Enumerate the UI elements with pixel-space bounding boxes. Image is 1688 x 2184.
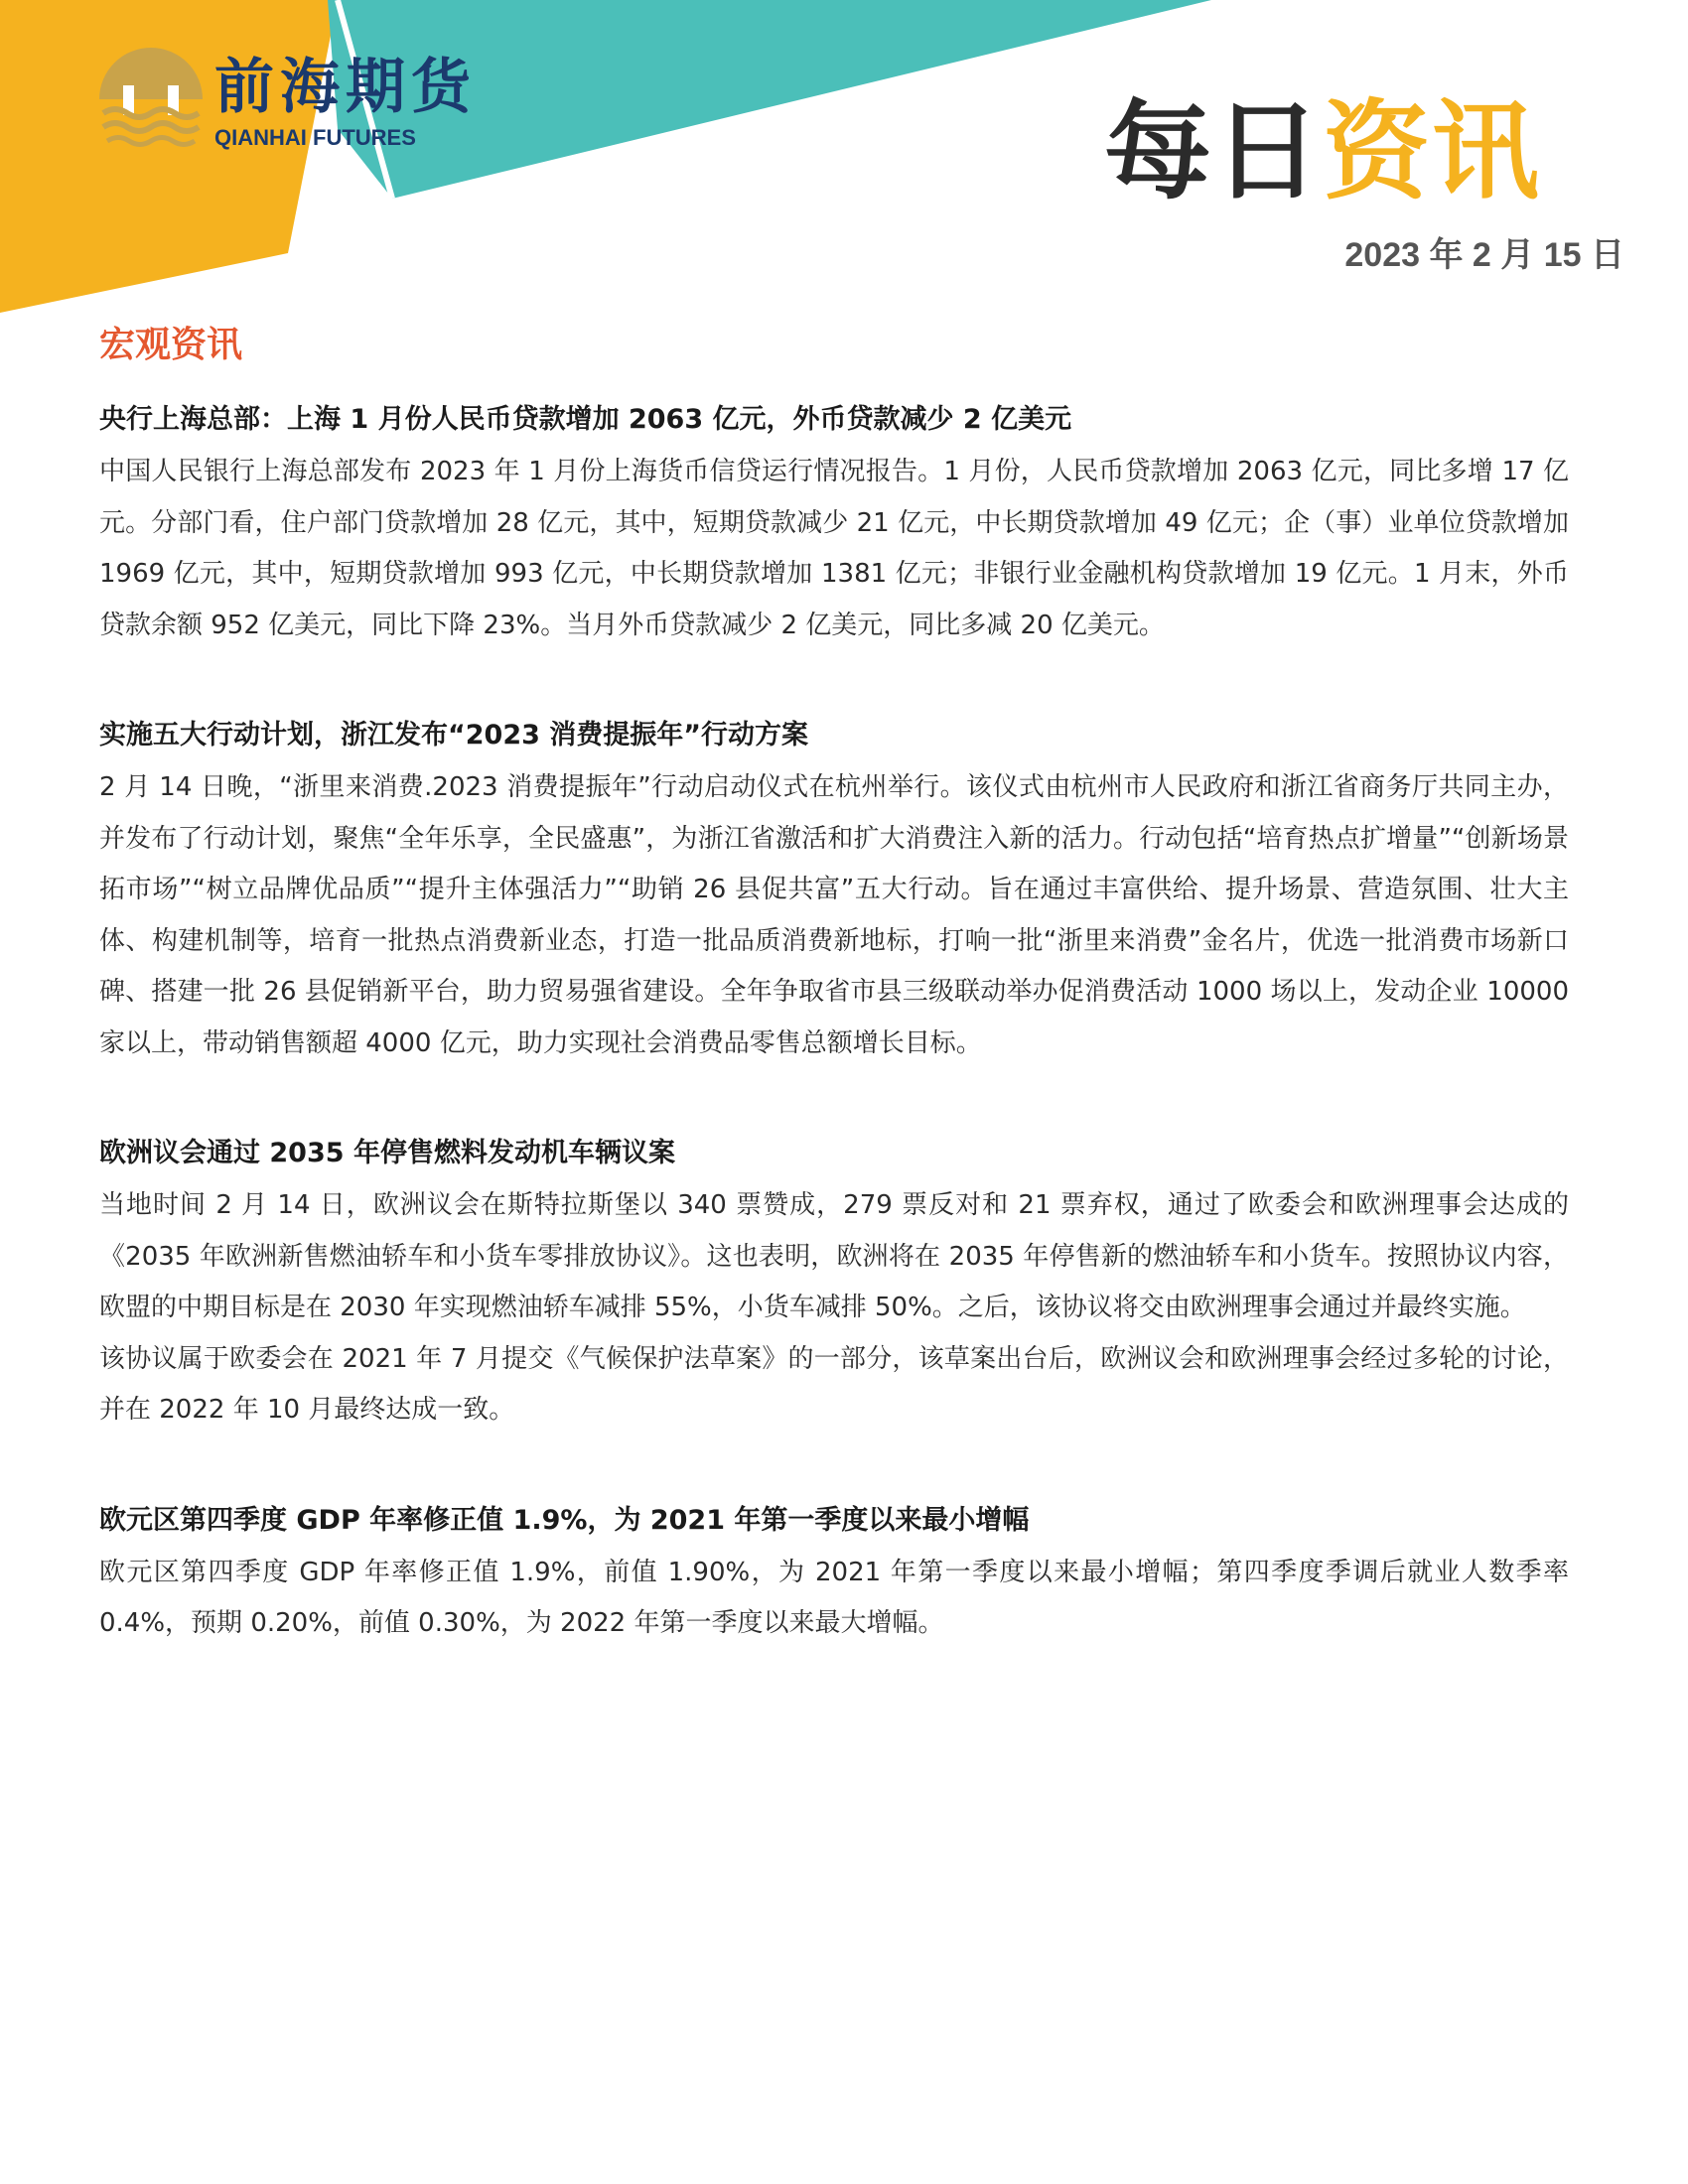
page-title-part2: 资讯 [1322,90,1541,214]
article-paragraph: 中国人民银行上海总部发布 2023 年 1 月份上海货币信贷运行情况报告。1 月份，人民币贷款增加 2063 亿元，同比多增 17 亿元。分部门看，住户部门贷款增加 28 亿元，其中，短期贷款减少 21 亿元，中长期贷款增加 49 亿元；企（事）业单位贷款增加 1969 亿元，其中，短期贷款增加 993 亿元，中长期贷款增加 1381 亿元；非银行业金融机构贷款增加 19 亿元。1 月末，外币贷款余额 952 亿美元，同比下降 23%。当月外币贷款减少 2 亿美元，同比多减 20 亿美元。 [99,457,1569,640]
article-title: 实施五大行动计划，浙江发布“2023 消费提振年”行动方案 [99,720,809,751]
article-paragraph: 当地时间 2 月 14 日，欧洲议会在斯特拉斯堡以 340 票赞成，279 票反对和 21 票弃权，通过了欧委会和欧洲理事会达成的《2035 年欧洲新售燃油轿车和小货车零排放协议》。这也表明，欧洲将在 2035 年停售新的燃油轿车和小货车。按照协议内容，欧盟的中期目标是在 2030 年实现燃油轿车减排 55%，小货车减排 50%。之后，该协议将交由欧洲理事会通过并最终实施。 [99,1190,1569,1322]
page-title-part1: 每日 [1103,90,1323,214]
article-shanghai-loans [99,393,1569,651]
page-date: 2023 年 2 月 15 日 [1344,236,1624,274]
article-paragraph: 2 月 14 日晚，“浙里来消费.2023 消费提振年”行动启动仪式在杭州举行。该仪式由杭州市人民政府和浙江省商务厅共同主办，并发布了行动计划，聚焦“全年乐享，全民盛惠”，为浙江省激活和扩大消费注入新的活力。行动包括“培育热点扩增量”“创新场景拓市场”“树立品牌优品质”“提升主体强活力”“助销 26 县促共富”五大行动。旨在通过丰富供给、提升场景、营造氛围、壮大主体、构建机制等，培育一批热点消费新业态，打造一批品质消费新地标，打响一批“浙里来消费”金名片，优选一批消费市场新口碑、搭建一批 26 县促销新平台，助力贸易强省建设。全年争取省市县三级联动举办促消费活动 1000 场以上，发动企业 10000 家以上，带动销售额超 4000 亿元，助力实现社会消费品零售总额增长目标。 [99,772,1569,1058]
article-eurozone-gdp [99,1494,1569,1650]
article-eu-fuel-vehicles [99,1127,1569,1436]
article-paragraph: 该协议属于欧委会在 2021 年 7 月提交《气候保护法草案》的一部分，该草案出台后，欧洲议会和欧洲理事会经过多轮的讨论，并在 2022 年 10 月最终达成一致。 [99,1343,1569,1425]
article-title: 欧元区第四季度 GDP 年率修正值 1.9%，为 2021 年第一季度以来最小增幅 [99,1504,1030,1536]
main-content [99,325,1569,1707]
article-title: 欧洲议会通过 2035 年停售燃料发动机车辆议案 [99,1138,675,1168]
article-zhejiang-consumption [99,709,1569,1069]
page-title [1103,90,1541,214]
article-title: 央行上海总部：上海 1 月份人民币贷款增加 2063 亿元，外币贷款减少 2 亿美元 [99,404,1072,435]
section-title: 宏观资讯 [99,325,243,365]
article-paragraph: 欧元区第四季度 GDP 年率修正值 1.9%，前值 1.90%，为 2021 年第一季度以来最小增幅；第四季度季调后就业人数季率 0.4%，预期 0.20%，前值 0.30%，为 2022 年第一季度以来最大增幅。 [99,1557,1569,1638]
logo-chinese-name: 前海期货 [214,53,477,122]
logo-english-name: QIANHAI FUTURES [214,125,416,150]
